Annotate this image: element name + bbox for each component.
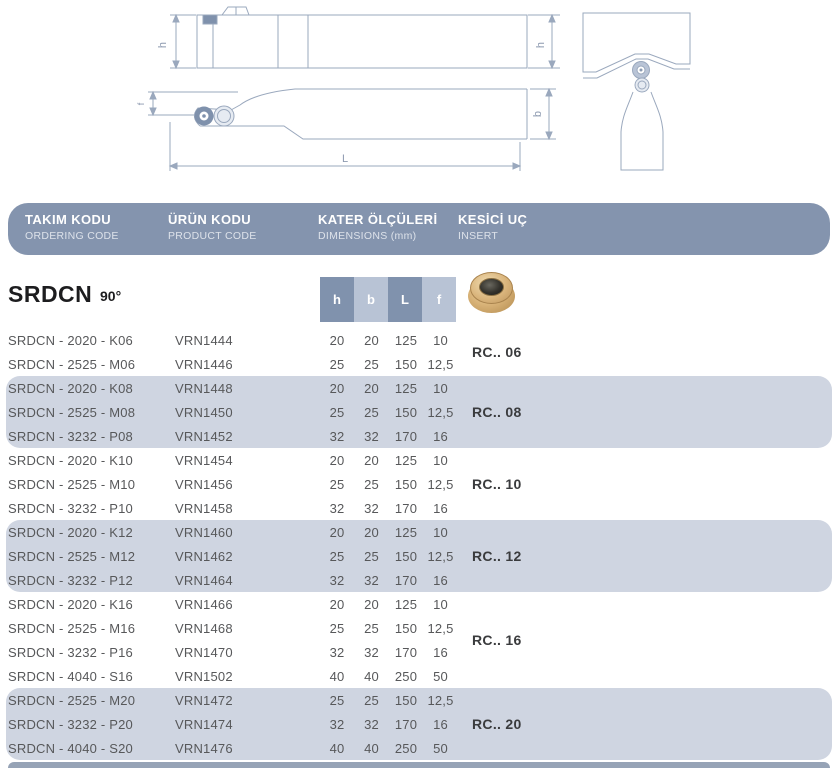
table-row	[6, 472, 832, 496]
table-header-bar	[8, 203, 830, 255]
series-name: SRDCN	[8, 281, 93, 307]
product-code-cell: VRN1446	[175, 356, 233, 372]
product-group	[6, 592, 832, 688]
header-subtitle: ORDERING CODE	[25, 230, 119, 242]
l-cell: 250	[394, 740, 418, 756]
ordering-code-cell: SRDCN - 2525 - M20	[8, 692, 136, 708]
l-cell: 150	[394, 476, 418, 492]
technical-drawings	[0, 0, 838, 200]
table-row	[6, 352, 832, 376]
l-cell: 170	[394, 644, 418, 660]
l-cell: 125	[394, 452, 418, 468]
table-row	[6, 376, 832, 400]
h-cell: 25	[329, 476, 345, 492]
header-column-dimensions	[318, 212, 437, 242]
ordering-code-cell: SRDCN - 2525 - M10	[8, 476, 136, 492]
header-title: ÜRÜN KODU	[168, 212, 252, 227]
insert-code-label: RC.. 08	[472, 404, 522, 420]
b-cell: 25	[364, 620, 379, 636]
product-group	[6, 376, 832, 448]
b-cell: 32	[364, 644, 379, 660]
ordering-code-cell: SRDCN - 2020 - K08	[8, 380, 133, 396]
insert-code-label: RC.. 06	[472, 344, 522, 360]
insert-code-label: RC.. 12	[472, 548, 522, 564]
ordering-code-cell: SRDCN - 4040 - S16	[8, 668, 133, 684]
l-cell: 250	[394, 668, 418, 684]
b-cell: 20	[364, 524, 379, 540]
f-cell: 16	[433, 500, 448, 516]
product-group	[6, 520, 832, 592]
dim-label-h-right: h	[535, 41, 547, 49]
h-cell: 25	[329, 356, 345, 372]
header-title: TAKIM KODU	[25, 212, 112, 227]
ordering-code-cell: SRDCN - 2525 - M16	[8, 620, 136, 636]
header-subtitle: PRODUCT CODE	[168, 230, 257, 242]
round-insert-photo	[468, 271, 515, 315]
f-cell: 12,5	[427, 620, 454, 636]
table-row	[6, 640, 832, 664]
table-row	[6, 592, 832, 616]
product-code-cell: VRN1454	[175, 452, 233, 468]
header-subtitle: DIMENSIONS (mm)	[318, 230, 417, 242]
f-cell: 12,5	[427, 548, 454, 564]
b-cell: 40	[364, 668, 379, 684]
l-cell: 150	[394, 548, 418, 564]
l-cell: 170	[394, 716, 418, 732]
h-cell: 20	[329, 380, 345, 396]
product-code-cell: VRN1460	[175, 524, 233, 540]
product-code-cell: VRN1462	[175, 548, 233, 564]
b-cell: 20	[364, 380, 379, 396]
product-code-cell: VRN1452	[175, 428, 233, 444]
product-code-cell: VRN1456	[175, 476, 233, 492]
top-view-drawing	[148, 89, 556, 171]
l-cell: 170	[394, 428, 418, 444]
product-group	[6, 328, 832, 376]
b-cell: 20	[364, 332, 379, 348]
h-cell: 20	[329, 332, 345, 348]
l-cell: 170	[394, 500, 418, 516]
dim-label-h-left: h	[157, 41, 169, 49]
insert-code-label: RC.. 20	[472, 716, 522, 732]
table-row	[6, 544, 832, 568]
product-code-cell: VRN1458	[175, 500, 233, 516]
b-cell: 20	[364, 452, 379, 468]
dim-header-b: b	[354, 277, 388, 322]
ordering-code-cell: SRDCN - 3232 - P10	[8, 500, 133, 516]
product-code-cell: VRN1472	[175, 692, 233, 708]
product-code-cell: VRN1470	[175, 644, 233, 660]
h-cell: 32	[329, 644, 345, 660]
f-cell: 10	[433, 380, 448, 396]
table-row	[6, 400, 832, 424]
f-cell: 12,5	[427, 476, 454, 492]
header-title: KATER ÖLÇÜLERİ	[318, 212, 438, 227]
ordering-code-cell: SRDCN - 3232 - P12	[8, 572, 133, 588]
insert-code-label: RC.. 16	[472, 632, 522, 648]
table-row	[6, 664, 832, 688]
h-cell: 25	[329, 620, 345, 636]
h-cell: 40	[329, 740, 345, 756]
h-cell: 25	[329, 548, 345, 564]
b-cell: 32	[364, 500, 379, 516]
f-cell: 50	[433, 668, 448, 684]
dim-header-f: f	[422, 277, 456, 322]
side-view-drawing	[170, 7, 560, 68]
f-cell: 12,5	[427, 356, 454, 372]
product-code-cell: VRN1502	[175, 668, 233, 684]
ordering-code-cell: SRDCN - 2020 - K16	[8, 596, 133, 612]
header-column-ordering-code	[25, 212, 119, 242]
b-cell: 25	[364, 476, 379, 492]
b-cell: 32	[364, 572, 379, 588]
dim-label-f: f	[136, 102, 146, 106]
dim-header-L: L	[388, 277, 422, 322]
b-cell: 32	[364, 428, 379, 444]
table-row	[6, 448, 832, 472]
b-cell: 25	[364, 548, 379, 564]
table-row	[6, 520, 832, 544]
b-cell: 20	[364, 596, 379, 612]
l-cell: 150	[394, 356, 418, 372]
h-cell: 25	[329, 404, 345, 420]
h-cell: 25	[329, 692, 345, 708]
h-cell: 32	[329, 500, 345, 516]
h-cell: 20	[329, 452, 345, 468]
dim-label-b: b	[532, 110, 544, 118]
header-subtitle: INSERT	[458, 230, 499, 242]
h-cell: 40	[329, 668, 345, 684]
product-group	[6, 448, 832, 520]
front-view-drawing	[583, 13, 690, 170]
f-cell: 16	[433, 572, 448, 588]
insert-code-label: RC.. 10	[472, 476, 522, 492]
product-code-cell: VRN1450	[175, 404, 233, 420]
f-cell: 16	[433, 716, 448, 732]
header-column-insert	[458, 212, 527, 242]
product-group	[6, 688, 832, 760]
product-code-cell: VRN1476	[175, 740, 233, 756]
h-cell: 32	[329, 572, 345, 588]
table-row	[6, 712, 832, 736]
product-code-cell: VRN1464	[175, 572, 233, 588]
product-code-cell: VRN1474	[175, 716, 233, 732]
table-row	[6, 328, 832, 352]
header-column-product-code	[168, 212, 257, 242]
product-table	[0, 328, 838, 760]
b-cell: 25	[364, 404, 379, 420]
h-cell: 32	[329, 428, 345, 444]
f-cell: 10	[433, 452, 448, 468]
f-cell: 10	[433, 596, 448, 612]
product-code-cell: VRN1444	[175, 332, 233, 348]
f-cell: 50	[433, 740, 448, 756]
product-code-cell: VRN1466	[175, 596, 233, 612]
table-row	[6, 736, 832, 760]
dim-header-h: h	[320, 277, 354, 322]
table-row	[6, 568, 832, 592]
ordering-code-cell: SRDCN - 4040 - S20	[8, 740, 133, 756]
l-cell: 125	[394, 596, 418, 612]
table-row	[6, 496, 832, 520]
l-cell: 125	[394, 380, 418, 396]
ordering-code-cell: SRDCN - 2020 - K12	[8, 524, 133, 540]
ordering-code-cell: SRDCN - 2020 - K10	[8, 452, 133, 468]
insert-center-hole	[479, 278, 504, 296]
h-cell: 32	[329, 716, 345, 732]
l-cell: 170	[394, 572, 418, 588]
next-section-bar	[8, 762, 830, 768]
header-title: KESİCİ UÇ	[458, 212, 528, 227]
ordering-code-cell: SRDCN - 2525 - M08	[8, 404, 136, 420]
product-code-cell: VRN1468	[175, 620, 233, 636]
b-cell: 25	[364, 692, 379, 708]
b-cell: 32	[364, 716, 379, 732]
b-cell: 25	[364, 356, 379, 372]
f-cell: 12,5	[427, 692, 454, 708]
f-cell: 12,5	[427, 404, 454, 420]
f-cell: 10	[433, 332, 448, 348]
ordering-code-cell: SRDCN - 2020 - K06	[8, 332, 133, 348]
dimension-column-headers	[320, 277, 456, 322]
h-cell: 20	[329, 524, 345, 540]
ordering-code-cell: SRDCN - 2525 - M06	[8, 356, 136, 372]
f-cell: 16	[433, 644, 448, 660]
l-cell: 150	[394, 404, 418, 420]
f-cell: 10	[433, 524, 448, 540]
l-cell: 150	[394, 692, 418, 708]
ordering-code-cell: SRDCN - 3232 - P20	[8, 716, 133, 732]
table-row	[6, 424, 832, 448]
l-cell: 150	[394, 620, 418, 636]
ordering-code-cell: SRDCN - 3232 - P16	[8, 644, 133, 660]
product-code-cell: VRN1448	[175, 380, 233, 396]
l-cell: 125	[394, 332, 418, 348]
ordering-code-cell: SRDCN - 3232 - P08	[8, 428, 133, 444]
f-cell: 16	[433, 428, 448, 444]
table-row	[6, 616, 832, 640]
dim-label-L: L	[341, 153, 349, 165]
tool-holder-drawing	[0, 0, 838, 200]
h-cell: 20	[329, 596, 345, 612]
series-angle: 90°	[100, 288, 122, 304]
b-cell: 40	[364, 740, 379, 756]
ordering-code-cell: SRDCN - 2525 - M12	[8, 548, 136, 564]
table-row	[6, 688, 832, 712]
l-cell: 125	[394, 524, 418, 540]
